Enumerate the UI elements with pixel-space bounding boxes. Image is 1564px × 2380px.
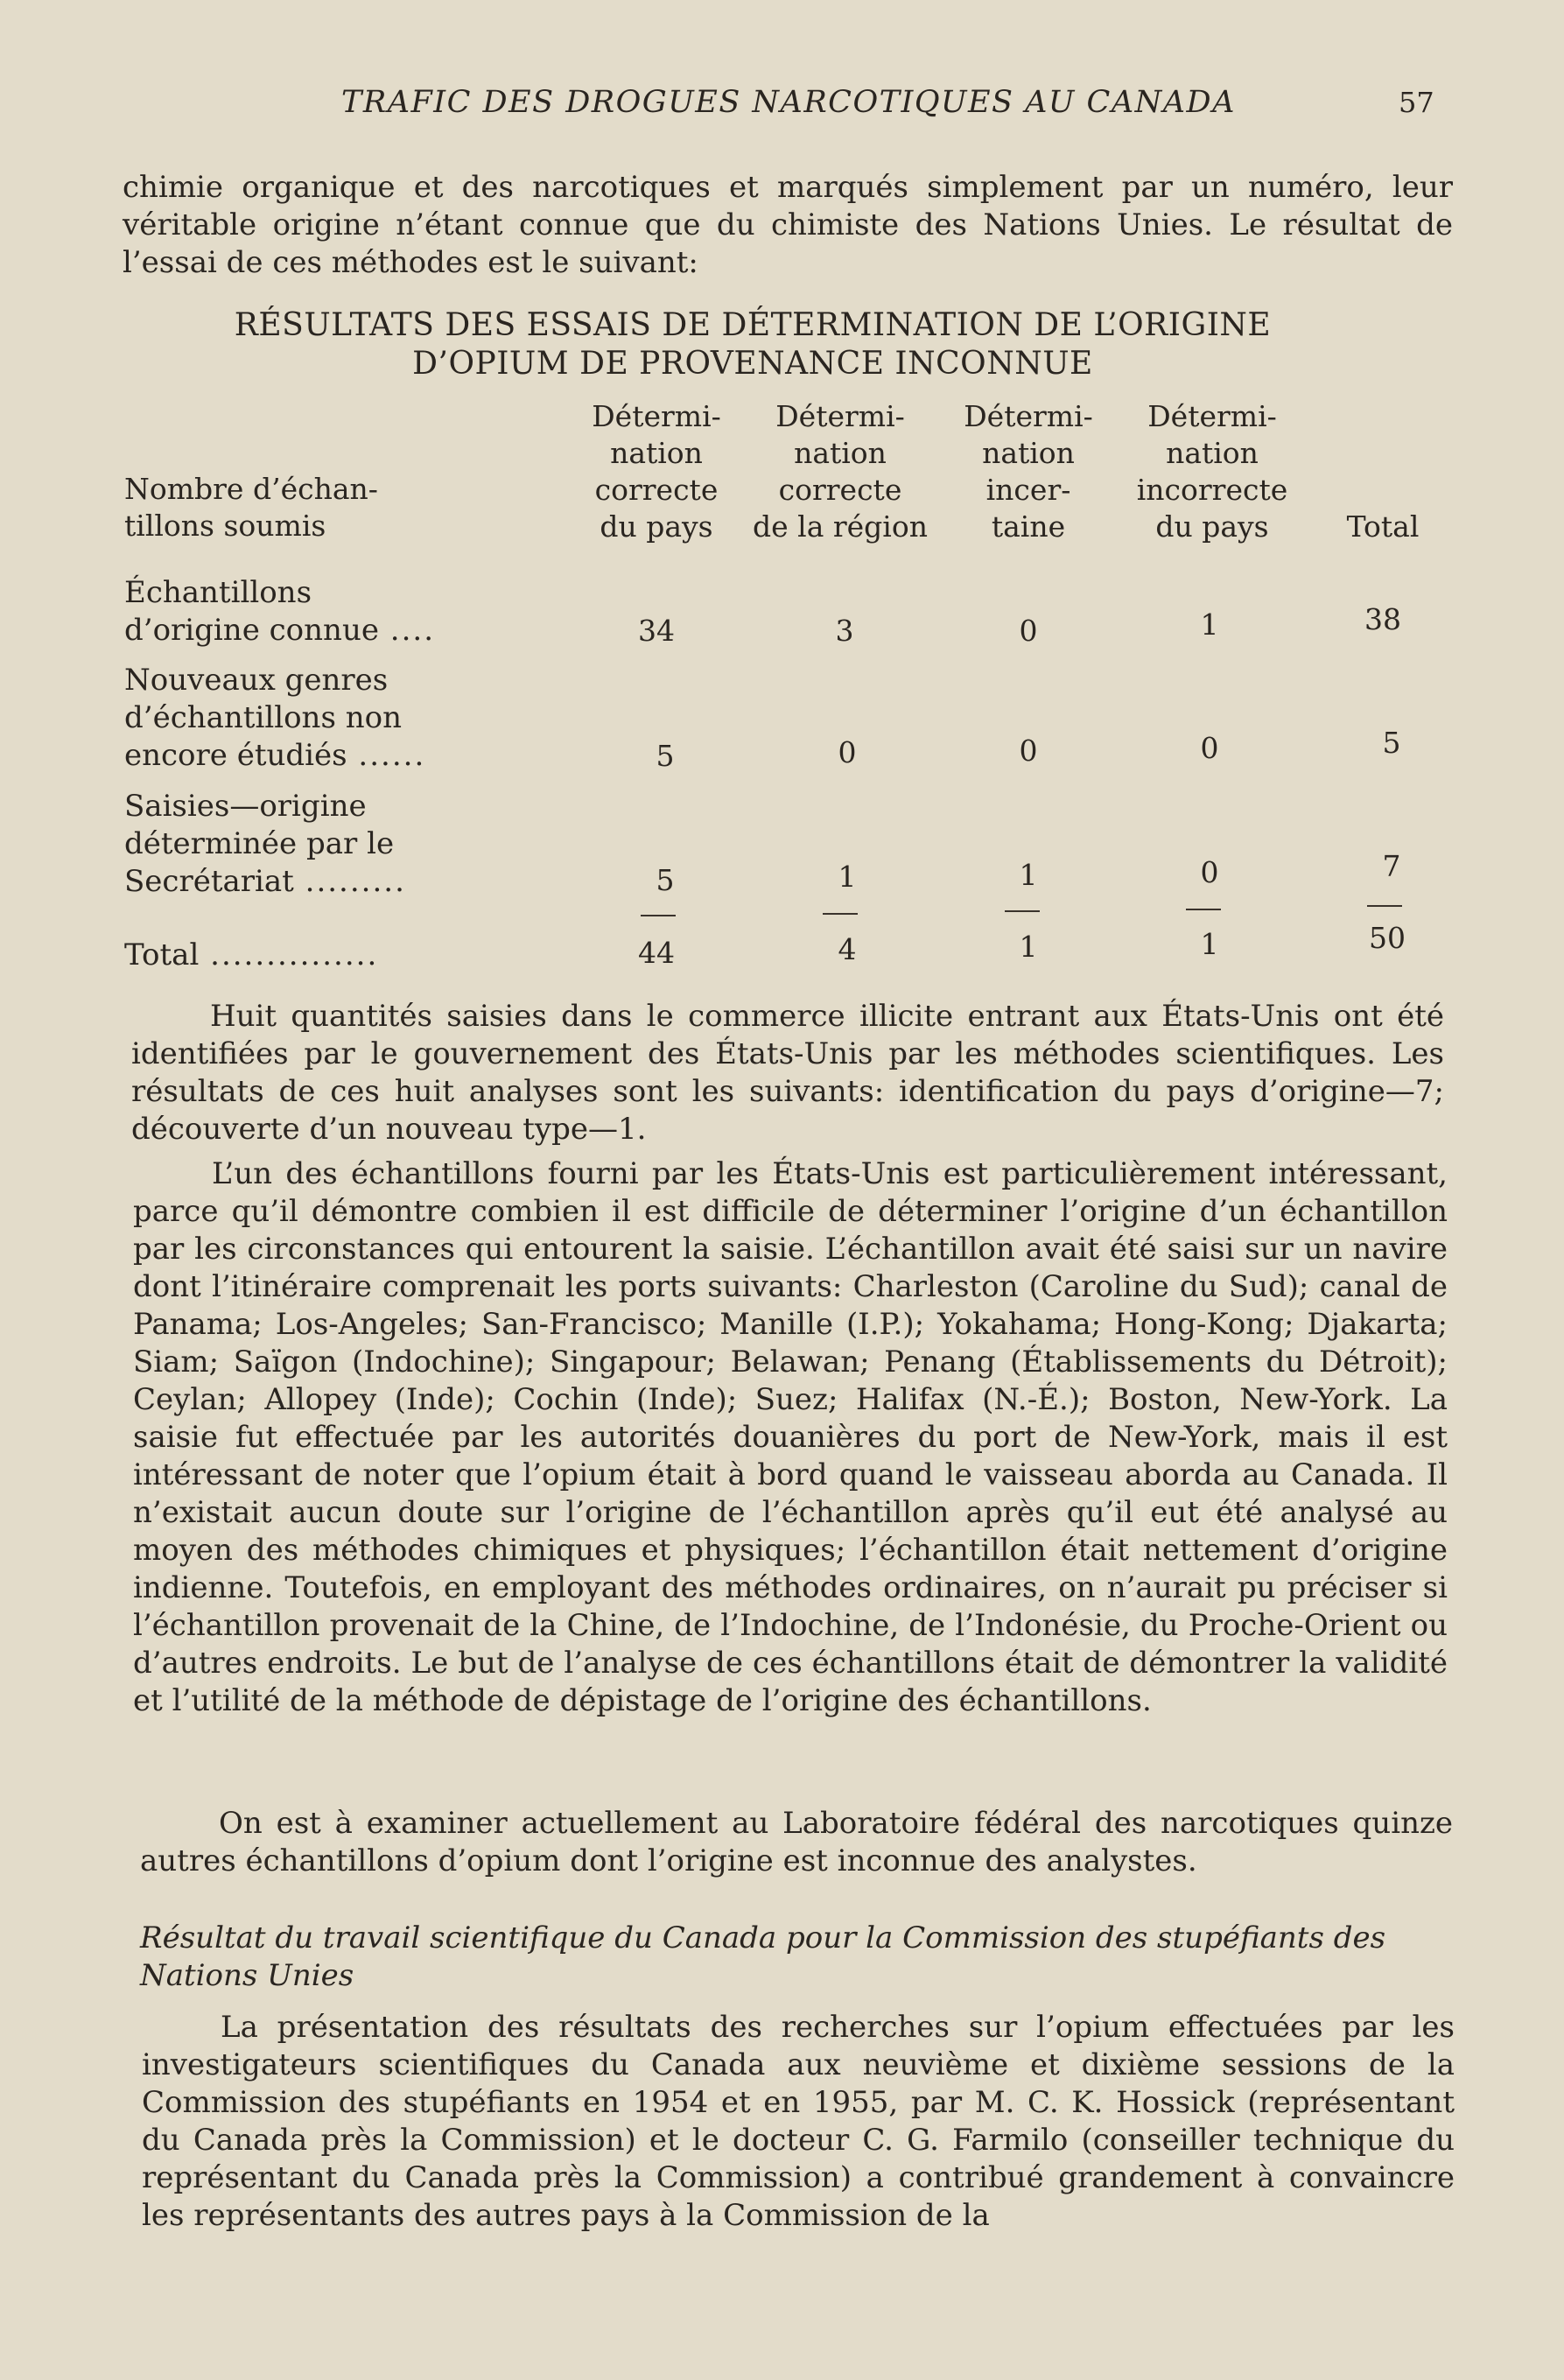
table-cell: 0 [1019,734,1038,768]
paragraph: La présentation des résultats des recherches sur l’opium effectuées par les investigateurs scientifiques du Canada aux neuvième et dixième sessions de la Commission des stupéfiants en 1954 et en 1955, par M. C. K. Hossick (représentant du Canada près la Commission) et le docteur C. G. Farmilo (conseiller technique du représentant du Canada près la Commission) a contribué grandement à convaincre les représentants des autres pays à la Commission de la [142,2010,1455,2233]
total-rule [1367,905,1402,907]
table-row-label: Saisies—origine déterminée par le Secrétariat ......... [124,789,406,899]
table-title-line-2: D’OPIUM DE PROVENANCE INCONNUE [412,346,1093,382]
table-cell: 0 [1019,614,1038,648]
page-number: 57 [1399,86,1434,119]
total-rule [1005,910,1040,912]
table-total-cell: 50 [1369,921,1406,955]
table-cell: 3 [835,614,854,648]
table-cell: 7 [1382,849,1401,883]
column-header-3: Détermi- nation incer- taine [964,399,1093,544]
table-cell: 0 [1200,855,1219,889]
table-cell: 5 [656,863,675,897]
table-cell: 5 [656,739,675,773]
column-header-total: Total [1346,509,1420,544]
table-title [131,306,1374,383]
paragraph: L’un des échantillons fourni par les États-Unis est particulièrement intéressant, parce qu’il démontre combien il est difficile de déterminer l’origine d’un échantillon par les circonstances qui entourent la saisie. L’échantillon avait été saisi sur un navire dont l’itinéraire comprenait les ports suivants: Charleston (Caroline du Sud); canal de Panama; Los-Angeles; San-Francisco; Manille (I.P.); Yokahama; Hong-Kong; Djakarta; Siam; Saïgon (Indochine); Singapour; Belawan; Penang (Établissements du Détroit); Ceylan; Allopey (Inde); Cochin (Inde); Suez; Halifax (N.-É.); Boston, New-York. La saisie fut effectuée par les autorités douanières du port de New-York, mais il est intéressant de noter que l’opium était à bord quand le vaisseau aborda au Canada. Il n’existait aucun doute sur l’origine de l’échantillon après qu’il eut été analysé au moyen des méthodes chimiques et physiques; l’échantillon était nettement d’origine indienne. Toutefois, en employant des méthodes ordinaires, on n’aurait pu préciser si l’échantillon provenait de la Chine, de l’Indochine, de l’Indonésie, du Proche-Orient ou d’autres endroits. Le but de l’analyse de ces échantillons était de démontrer la validité et l’utilité de la méthode de dépistage de l’origine des échantillons. [133,1156,1448,1718]
table-cell: 1 [1200,607,1219,642]
paragraph: Huit quantités saisies dans le commerce illicite entrant aux États-Unis ont été identifiées par le gouvernement des États-Unis par les méthodes scientifiques. Les résultats de ces huit analyses sont les suivants: identification du pays d’origine—7; découverte d’un nouveau type—1. [131,999,1444,1147]
table-total-cell: 1 [1019,930,1038,964]
total-rule [641,915,676,916]
table-cell: 0 [838,735,857,769]
table-cell: 38 [1364,602,1401,636]
table-cell: 5 [1382,726,1401,760]
paragraph: On est à examiner actuellement au Laboratoire fédéral des narcotiques quinze autres échantillons d’opium dont l’origine est inconnue des analystes. [140,1806,1453,1878]
table-row-label: Échantillons d’origine connue .... [124,575,436,648]
table-cell: 1 [1019,858,1038,892]
table-title-line-1: RÉSULTATS DES ESSAIS DE DÉTERMINATION DE L’ORIGINE [234,307,1272,343]
table-cell: 34 [638,614,675,648]
table-total-label: Total ............... [124,937,379,972]
running-title: TRAFIC DES DROGUES NARCOTIQUES AU CANADA [341,85,1236,120]
table-total-cell: 1 [1200,927,1219,961]
table-cell: 1 [838,860,857,894]
column-header-4: Détermi- nation incorrecte du pays [1136,399,1288,544]
table-total-cell: 44 [638,936,675,970]
total-rule [823,913,858,915]
section-heading: Résultat du travail scientifique du Canada pour la Commission des stupéfiants des Nations Unies [140,1920,1386,1993]
column-header-1: Détermi- nation correcte du pays [592,399,721,544]
table-row-label: Nouveaux genres d’échantillons non encore étudiés ...... [124,663,426,773]
intro-paragraph: chimie organique et des narcotiques et marqués simplement par un numéro, leur véritable origine n’étant connue que du chimiste des Nations Unies. Le résultat de l’essai de ces méthodes est le suivant: [123,170,1453,280]
page-header [0,81,1564,124]
stub-header: Nombre d’échan- tillons soumis [124,472,378,543]
column-header-2: Détermi- nation correcte de la région [753,399,928,544]
table-cell: 0 [1200,731,1219,765]
table-total-cell: 4 [838,932,857,966]
total-rule [1186,909,1221,910]
